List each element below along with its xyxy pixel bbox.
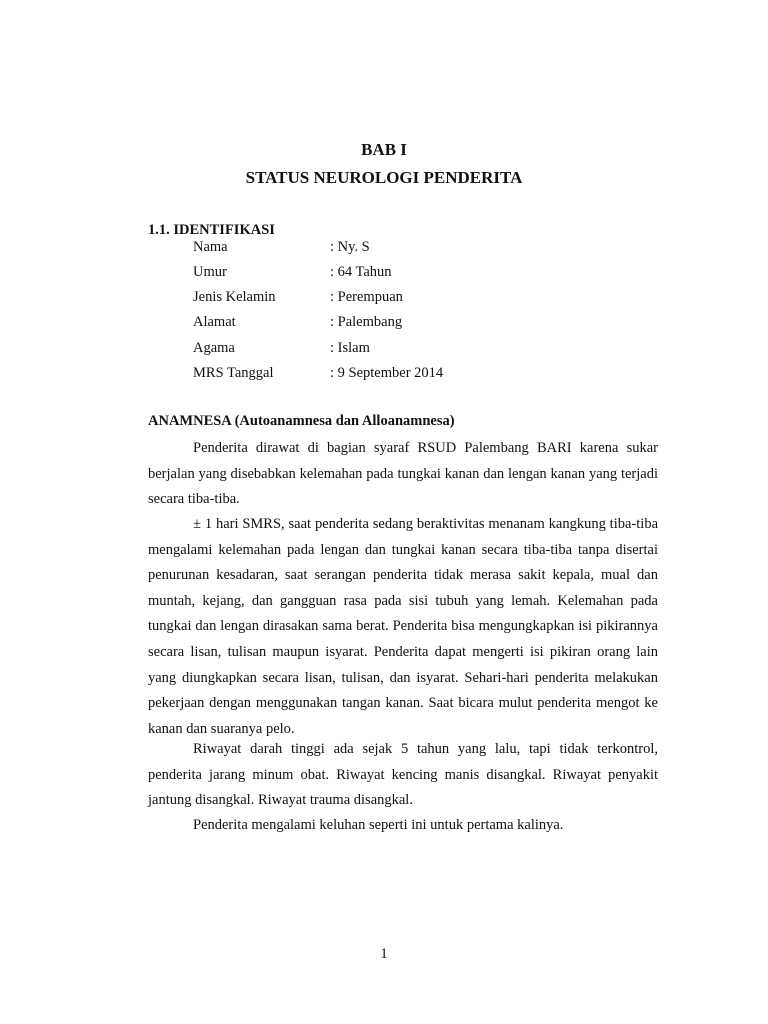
identification-value: : Ny. S xyxy=(330,239,370,255)
identification-label: Nama xyxy=(193,239,228,255)
identification-value: : Palembang xyxy=(330,314,403,330)
chapter-number: BAB I xyxy=(361,140,407,159)
identification-row-name xyxy=(193,239,613,259)
identification-label: Jenis Kelamin xyxy=(193,289,276,305)
anamnesa-paragraph: Riwayat darah tinggi ada sejak 5 tahun yang lalu, tapi tidak terkontrol, penderita jarang minum obat. Riwayat kencing manis disangkal. Riwayat penyakit jantung disangkal. Riwayat trauma disangkal. xyxy=(148,741,658,809)
chapter-title: STATUS NEUROLOGI PENDERITA xyxy=(245,168,523,187)
identification-value: : Islam xyxy=(330,340,370,356)
identification-value: : 64 Tahun xyxy=(330,264,392,280)
identification-value: : Perempuan xyxy=(330,289,403,305)
identification-row-religion xyxy=(193,340,613,360)
identification-row-gender xyxy=(193,289,613,309)
anamnesa-heading: ANAMNESA (Autoanamnesa dan Alloanamnesa) xyxy=(148,413,455,429)
identification-label: MRS Tanggal xyxy=(193,365,274,381)
identification-row-address xyxy=(193,314,613,334)
identification-value: : 9 September 2014 xyxy=(330,365,444,381)
identification-heading: 1.1. IDENTIFIKASI xyxy=(148,222,275,238)
identification-label: Umur xyxy=(193,264,227,280)
anamnesa-paragraph: ± 1 hari SMRS, saat penderita sedang beraktivitas menanam kangkung tiba-tiba mengalami kelemahan pada lengan dan tungkai kanan secara tiba-tiba tanpa disertai penurunan kesadaran, saat serangan penderita tidak merasa sakit kepala, mual dan muntah, kejang, dan gangguan rasa pada sisi tubuh yang lemah. Kelemahan pada tungkai dan lengan dirasakan sama berat. Penderita bisa mengungkapkan isi pikirannya secara lisan, tulisan maupun isyarat. Penderita dapat mengerti isi pikiran orang lain yang diungkapkan secara lisan, tulisan, dan isyarat. Sehari-hari penderita melakukan pekerjaan dengan menggunakan tangan kanan. Saat bicara mulut penderita mengot ke kanan dan suaranya pelo. xyxy=(148,516,658,737)
page-number: 1 xyxy=(380,946,388,962)
identification-label: Alamat xyxy=(193,314,236,330)
identification-row-age xyxy=(193,264,613,284)
anamnesa-paragraph: Penderita mengalami keluhan seperti ini untuk pertama kalinya. xyxy=(193,817,564,833)
identification-label: Agama xyxy=(193,340,235,356)
anamnesa-paragraph: Penderita dirawat di bagian syaraf RSUD Palembang BARI karena sukar berjalan yang disebabkan kelemahan pada tungkai kanan dan lengan kanan yang terjadi secara tiba-tiba. xyxy=(148,440,658,508)
identification-row-admission-date xyxy=(193,365,613,385)
